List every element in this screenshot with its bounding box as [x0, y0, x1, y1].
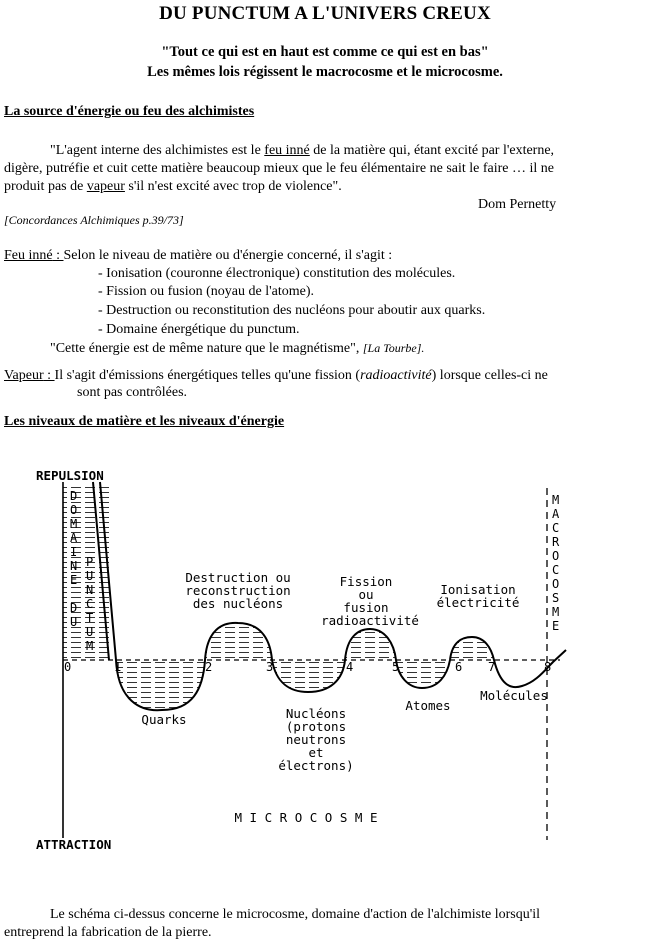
- quote-line-2: digère, putréfie et cuit cette matière beaucoup mieux que le feu élémentaire ne sait le faire … il ne: [4, 161, 555, 176]
- label-fission: [321, 574, 419, 628]
- repulsion-label: REPULSION: [36, 468, 104, 483]
- label-line: électricité: [436, 595, 520, 610]
- label-atomes: Atomes: [405, 698, 451, 713]
- domaine-letter: M: [70, 517, 78, 531]
- macrocosme-letter: M: [552, 605, 560, 619]
- label-line: Nucléons: [285, 706, 347, 721]
- punctum-letter: M: [86, 639, 94, 653]
- section-heading-levels: Les niveaux de matière et les niveaux d'énergie: [4, 414, 285, 429]
- label-nucleons: [278, 706, 353, 773]
- macrocosme-letter: S: [552, 591, 560, 605]
- feu-inne-item: - Ionisation (couronne électronique) constitution des molécules.: [98, 266, 456, 281]
- feu-inne-label: Feu inné: [4, 248, 53, 263]
- punctum-letter: T: [86, 611, 94, 625]
- macrocosme-letter: O: [552, 577, 560, 591]
- destruction-hill-hatch: [205, 623, 272, 660]
- quarks-well-hatch: [116, 660, 205, 710]
- attraction-label: ATTRACTION: [36, 837, 112, 852]
- feu-inne-item: - Domaine énergétique du punctum.: [98, 322, 300, 337]
- label-line: ou: [358, 587, 374, 602]
- domaine-letter: U: [70, 615, 78, 629]
- quote-reference: [Concordances Alchimiques p.39/73]: [4, 213, 184, 227]
- axis-number: 8: [544, 660, 552, 674]
- axis-number: 5: [392, 660, 400, 674]
- punctum-letter: C: [86, 597, 94, 611]
- macrocosme-letter: C: [552, 521, 560, 535]
- punctum-letter: U: [86, 569, 94, 583]
- energy-levels-diagram: [0, 440, 650, 880]
- punctum-letter: N: [86, 583, 94, 597]
- quote-line-3: produit pas de vapeur s'il n'est excité avec trop de violence".: [4, 179, 342, 194]
- label-line: et: [308, 745, 324, 760]
- feu-inne-item: - Fission ou fusion (noyau de l'atome).: [98, 284, 314, 299]
- axis-number: 7: [488, 660, 496, 674]
- domaine-letter: O: [70, 503, 78, 517]
- label-line: (protons: [285, 719, 347, 734]
- nucleons-well-hatch: [272, 660, 345, 692]
- macrocosme-letter: A: [552, 507, 560, 521]
- domaine-letter: I: [70, 545, 78, 559]
- quote-author: Dom Pernetty: [478, 197, 557, 212]
- punctum-letter: P: [86, 555, 94, 569]
- axis-number: 3: [266, 660, 274, 674]
- quote-line-1: "L'agent interne des alchimistes est le feu inné de la matière qui, étant excité par l'externe,: [50, 143, 555, 158]
- axis-number: 4: [346, 660, 354, 674]
- label-ionisation: [437, 582, 520, 610]
- closing-line-2: entreprend la fabrication de la pierre.: [4, 925, 212, 940]
- macrocosme-letter: O: [552, 549, 560, 563]
- epigraph-line-2: Les mêmes lois régissent le macrocosme et le microcosme.: [147, 64, 503, 80]
- label-line: radioactivité: [321, 613, 419, 628]
- punctum-letter: U: [86, 625, 94, 639]
- label-line: électrons): [278, 758, 354, 773]
- feu-inne-item: - Destruction ou reconstitution des nucléons pour aboutir aux quarks.: [98, 303, 486, 318]
- label-line: fusion: [343, 600, 389, 615]
- label-quarks: Quarks: [141, 712, 187, 727]
- ionisation-hill-hatch: [450, 637, 494, 660]
- label-molecules: Molécules: [480, 688, 548, 703]
- label-line: neutrons: [285, 732, 347, 747]
- fission-hill-hatch: [345, 629, 396, 660]
- label-microcosme: M I C R O C O S M E: [234, 810, 378, 825]
- label-line: Fission: [339, 574, 393, 589]
- macrocosme-letter: R: [552, 535, 560, 549]
- label-line: des nucléons: [192, 596, 284, 611]
- domaine-letter: N: [70, 559, 78, 573]
- axis-number: 0: [64, 660, 72, 674]
- punctum-column: [86, 555, 93, 653]
- section-heading-energy-source: La source d'énergie ou feu des alchimistes: [4, 104, 255, 119]
- macrocosme-letter: M: [552, 493, 560, 507]
- domaine-letter: D: [70, 601, 78, 615]
- label-line: Ionisation: [440, 582, 516, 597]
- domaine-du-column: [70, 489, 78, 629]
- page-title: DU PUNCTUM A L'UNIVERS CREUX: [159, 3, 491, 24]
- domaine-letter: D: [70, 489, 78, 503]
- vapeur-label: Vapeur: [4, 368, 44, 383]
- macrocosme-column: [552, 493, 560, 633]
- macrocosme-letter: E: [552, 619, 560, 633]
- label-line: reconstruction: [185, 583, 291, 598]
- macrocosme-letter: C: [552, 563, 560, 577]
- label-line: Destruction ou: [185, 570, 291, 585]
- axis-number: 1: [114, 660, 122, 674]
- domaine-letter: A: [70, 531, 78, 545]
- epigraph-line-1: "Tout ce qui est en haut est comme ce qui est en bas": [161, 44, 489, 60]
- label-destruction: [185, 570, 290, 611]
- atomes-well-hatch: [396, 660, 450, 688]
- vapeur-definition-line-2: sont pas contrôlées.: [77, 385, 188, 400]
- closing-line-1: Le schéma ci-dessus concerne le microcosme, domaine d'action de l'alchimiste lorsqu'il: [50, 907, 541, 922]
- magnetism-quote: "Cette énergie est de même nature que le magnétisme", [La Tourbe].: [50, 341, 425, 356]
- domaine-letter: E: [70, 573, 78, 587]
- vapeur-definition: Vapeur : Il s'agit d'émissions énergétiques telles qu'une fission (radioactivité) lorsque celles-ci ne: [4, 368, 548, 383]
- axis-number: 6: [455, 660, 463, 674]
- feu-inne-intro: Feu inné : Selon le niveau de matière ou d'énergie concerné, il s'agit :: [4, 248, 393, 263]
- axis-number: 2: [205, 660, 213, 674]
